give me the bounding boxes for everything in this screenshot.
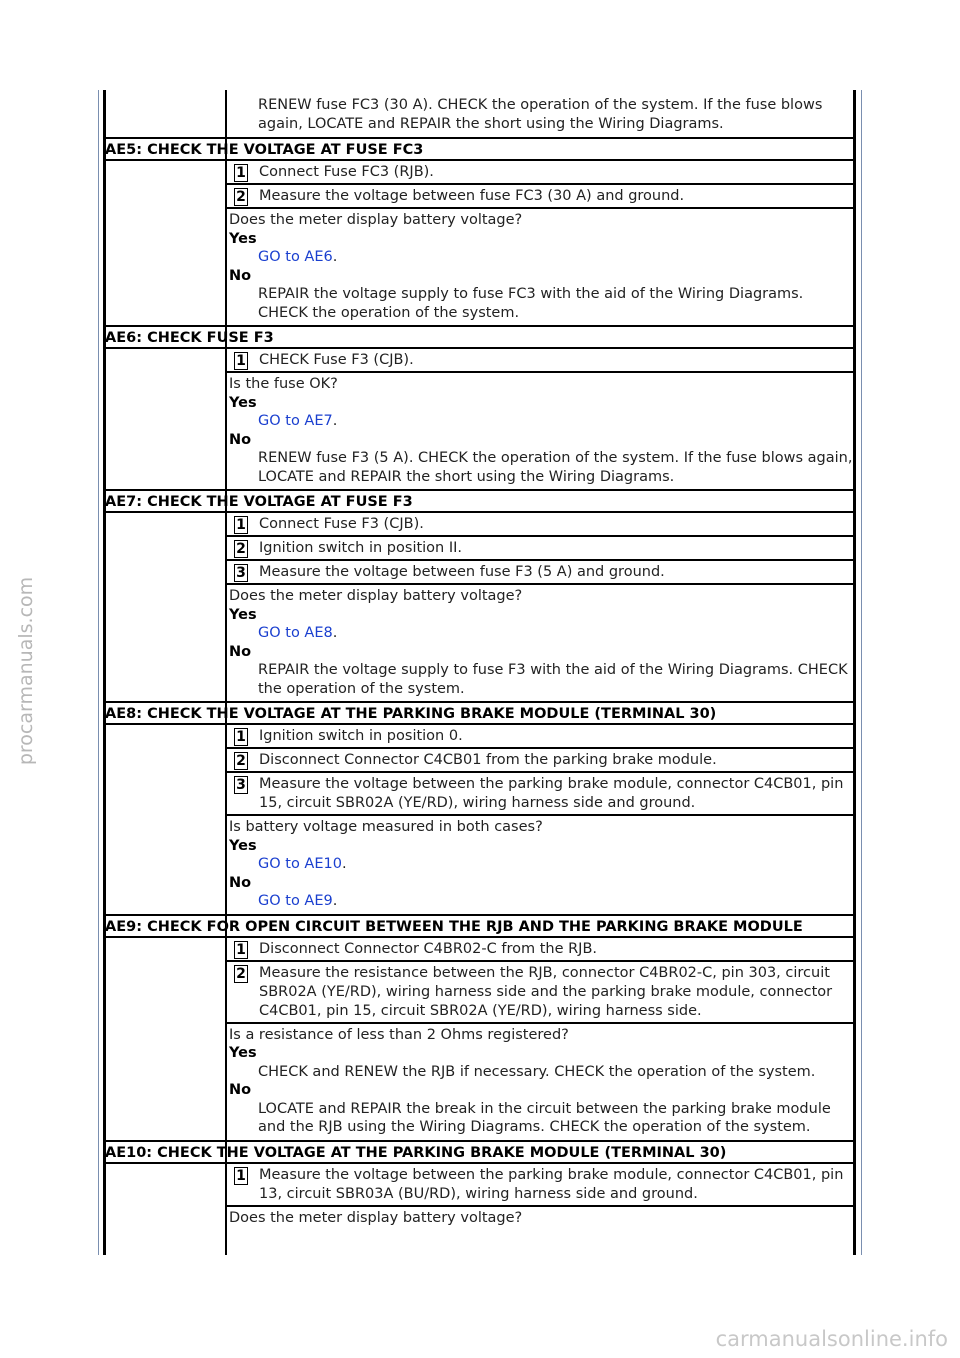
step-number: 2 [234,752,248,770]
yes-answer [229,855,856,874]
link-suffix: . [332,249,338,265]
question-answer-block [227,373,856,489]
section-heading: AE9: CHECK FOR OPEN CIRCUIT BETWEEN THE RJB AND THE PARKING BRAKE MODULE [104,914,856,938]
step-text: Connect Fuse FC3 (RJB). [259,164,434,180]
step-text: Measure the voltage between the parking brake module, connector C4CB01, pin 13, circuit SBR03A (BU/RD), wiring harness side and ground. [259,1166,844,1202]
yes-label: Yes [229,394,257,411]
step-row [227,1164,856,1207]
step-row [227,513,856,537]
intro-text: RENEW fuse FC3 (30 A). CHECK the operation of the system. If the fuse blows again, LOCATE and REPAIR the short using the Wiring Diagrams. [258,97,823,132]
test-section [104,325,856,489]
no-action-text: REPAIR the voltage supply to fuse FC3 with the aid of the Wiring Diagrams. CHECK the operation of the system. [258,286,804,321]
link-suffix: . [341,856,347,872]
yes-goto-link[interactable]: GO to AE8 [258,625,333,641]
yes-goto-link[interactable]: GO to AE10 [258,856,342,872]
step-row [227,349,856,373]
yes-answer [229,412,856,431]
question-answer-block [227,209,856,325]
step-number: 1 [234,516,248,534]
no-goto-link[interactable]: GO to AE9 [258,893,333,909]
yes-label: Yes [229,1045,257,1061]
step-row [227,749,856,773]
diagnostic-table [104,92,856,1230]
step-row [227,938,856,962]
question-answer-block [227,1024,856,1140]
step-number: 1 [234,941,248,959]
step-number: 1 [234,352,248,370]
no-answer [229,285,856,322]
step-number: 2 [234,188,248,206]
step-row [227,537,856,561]
yes-goto-link[interactable]: GO to AE6 [258,249,333,265]
step-text: Connect Fuse F3 (CJB). [259,516,424,532]
no-label: No [229,267,252,284]
step-text: Ignition switch in position II. [259,540,463,556]
step-row [227,561,856,585]
no-label: No [229,431,252,448]
page-frame-line-left [98,90,99,1255]
question-text: Does the meter display battery voltage? [229,588,523,604]
yes-action-text: CHECK and RENEW the RJB if necessary. CHECK the operation of the system. [258,1063,816,1080]
section-heading: AE7: CHECK THE VOLTAGE AT FUSE F3 [104,489,856,513]
link-suffix: . [332,625,338,641]
test-section [104,1140,856,1231]
yes-label: Yes [229,837,257,854]
section-heading: AE5: CHECK THE VOLTAGE AT FUSE FC3 [104,137,856,161]
no-label: No [229,874,252,891]
step-text: Measure the voltage between the parking brake module, connector C4CB01, pin 15, circuit SBR02A (YE/RD), wiring harness side and ground. [259,776,844,811]
test-section [104,137,856,325]
step-row [227,962,856,1024]
no-label: No [229,643,252,660]
no-label: No [229,1082,252,1098]
yes-label: Yes [229,606,257,623]
step-row [227,161,856,185]
question-text: Does the meter display battery voltage? [229,1209,523,1226]
yes-label: Yes [229,230,257,247]
question-answer-block [227,816,856,914]
side-watermark: procarmanuals.com [15,576,37,766]
yes-answer [229,1063,856,1082]
step-text: Ignition switch in position 0. [259,728,463,744]
no-answer [229,449,856,486]
step-number: 1 [234,1167,248,1185]
test-section [104,914,856,1140]
section-heading: AE10: CHECK THE VOLTAGE AT THE PARKING BRAKE MODULE (TERMINAL 30) [104,1140,856,1164]
page-frame-line-right [861,90,862,1255]
no-answer [229,1100,856,1137]
step-number: 1 [234,164,248,182]
step-text: Measure the voltage between fuse F3 (5 A) and ground. [259,564,665,580]
intro-row [104,92,856,137]
section-heading: AE6: CHECK FUSE F3 [104,325,856,349]
step-text: Disconnect Connector C4BR02-C from the RJB. [259,940,598,957]
no-answer [229,661,856,698]
link-suffix: . [332,413,338,429]
step-number: 2 [234,540,248,558]
question-text: Is a resistance of less than 2 Ohms registered? [229,1026,569,1043]
bottom-watermark: carmanualsonline.info [715,1327,948,1351]
step-text: Measure the voltage between fuse FC3 (30 A) and ground. [259,188,685,204]
question-text: Is the fuse OK? [229,376,338,392]
step-row [227,185,856,209]
no-answer [229,892,856,911]
step-number: 1 [234,728,248,746]
step-text: CHECK Fuse F3 (CJB). [259,352,414,368]
test-sections [104,137,856,1230]
step-number: 2 [234,965,248,983]
question-text: Does the meter display battery voltage? [229,212,523,228]
no-action-text: RENEW fuse F3 (5 A). CHECK the operation of the system. If the fuse blows again, LOCATE and REPAIR the short using the Wiring Diagrams. [258,450,853,485]
question-answer-block [227,1207,856,1231]
test-section [104,489,856,701]
question-answer-block [227,585,856,701]
test-section [104,701,856,914]
step-text: Measure the resistance between the RJB, connector C4BR02-C, pin 303, circuit SBR02A (YE/RD), wiring harness side and the parking brake module, connector C4CB01, pin 15, circuit SBR02A (YE/RD), wiring harness side. [259,964,833,1019]
yes-answer [229,248,856,267]
yes-goto-link[interactable]: GO to AE7 [258,413,333,429]
question-text: Is battery voltage measured in both cases? [229,819,543,835]
section-heading: AE8: CHECK THE VOLTAGE AT THE PARKING BRAKE MODULE (TERMINAL 30) [104,701,856,725]
step-row [227,725,856,749]
yes-answer [229,624,856,643]
step-number: 3 [234,564,248,582]
step-row [227,773,856,816]
no-action-text: LOCATE and REPAIR the break in the circuit between the parking brake module and the RJB using the Wiring Diagrams. CHECK the operation of the system. [258,1100,831,1135]
step-text: Disconnect Connector C4CB01 from the parking brake module. [259,752,717,768]
link-suffix: . [332,893,338,909]
no-action-text: REPAIR the voltage supply to fuse F3 with the aid of the Wiring Diagrams. CHECK the operation of the system. [258,662,848,697]
step-number: 3 [234,776,248,794]
